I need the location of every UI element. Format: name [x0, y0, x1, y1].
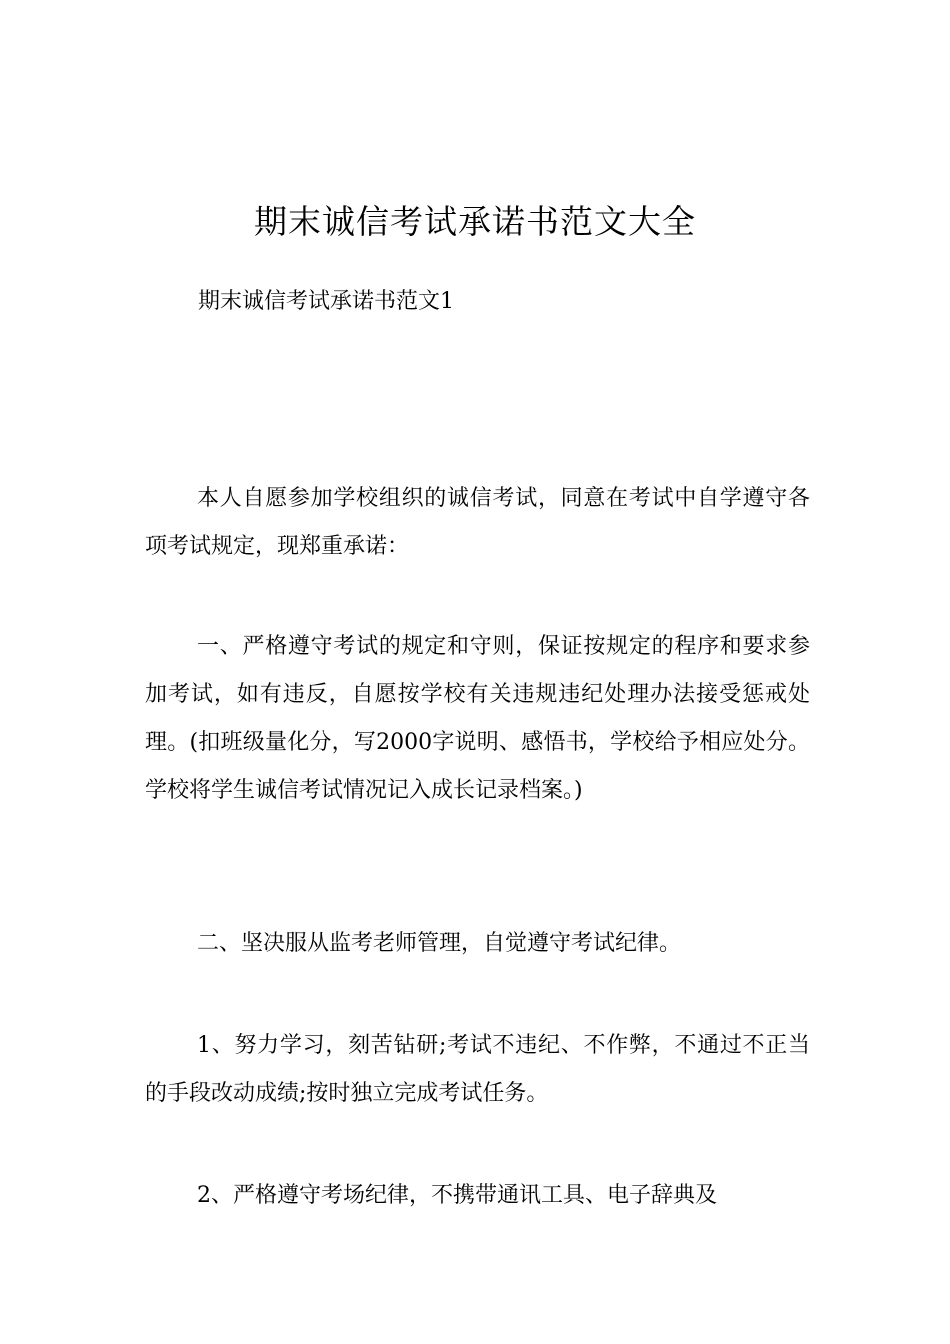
section-subtitle: 期末诚信考试承诺书范文1 [198, 289, 454, 314]
paragraph-item-1: 1、努力学习，刻苦钻研;考试不违纪、不作弊，不通过不正当的手段改动成绩;按时独立完成考试任务。 [145, 1033, 810, 1106]
page-title: 期末诚信考试承诺书范文大全 [254, 202, 696, 242]
paragraph-clause-1: 一、严格遵守考试的规定和守则，保证按规定的程序和要求参加考试，如有违反，自愿按学校有关违规违纪处理办法接受惩戒处理。(扣班级量化分，写2000字说明、感悟书，学校给予相应处分。学校将学生诚信考试情况记入成长记录档案。) [145, 634, 810, 803]
paragraph-intro: 本人自愿参加学校组织的诚信考试，同意在考试中自学遵守各项考试规定，现郑重承诺： [145, 486, 810, 559]
paragraph-item-2: 2、严格遵守考场纪律，不携带通讯工具、电子辞典及 [197, 1183, 717, 1208]
paragraph-clause-2: 二、坚决服从监考老师管理，自觉遵守考试纪律。 [197, 931, 682, 956]
